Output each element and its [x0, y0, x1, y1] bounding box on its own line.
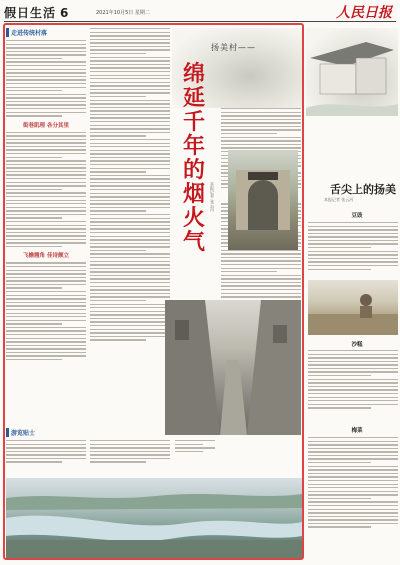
issue-date: 2021年10月5日 星期二: [96, 10, 150, 16]
side-subheading-1: 豆豉: [351, 213, 363, 219]
food-making-photo: [308, 280, 398, 335]
subheading-3: 飞檐翘角 佳诗颇立: [23, 253, 69, 260]
section-heading-travel-tips: 游览贴士: [6, 428, 35, 437]
subheading-1: 街巷肌理 各分其里: [23, 122, 69, 129]
side-subheading-3: 梅菜: [351, 428, 363, 434]
selection-highlight: [3, 23, 304, 560]
masthead: [4, 3, 396, 22]
side-column-1: [308, 222, 398, 280]
side-story-byline: 本报记者 张云河: [324, 197, 354, 202]
worker-illustration: [308, 280, 398, 335]
section-name: 假日生活: [4, 6, 57, 20]
side-story-title: 舌尖上的扬美: [330, 183, 396, 196]
side-column-3: [308, 437, 398, 557]
article-kicker: 扬美村——: [211, 43, 256, 52]
side-subheading-2: 沙糕: [351, 342, 363, 348]
article-byline: 本报记者 张云河: [210, 182, 215, 212]
section-heading-villages: 走进传统村落: [6, 28, 86, 37]
eaves-illustration: [306, 28, 398, 116]
ink-painting-eaves: [306, 28, 398, 116]
side-column-2: [308, 350, 398, 424]
page-number: 6: [60, 6, 70, 20]
article-title: 绵延千年的烟火气: [182, 61, 205, 255]
newspaper-logo: 人民日报: [336, 5, 392, 21]
